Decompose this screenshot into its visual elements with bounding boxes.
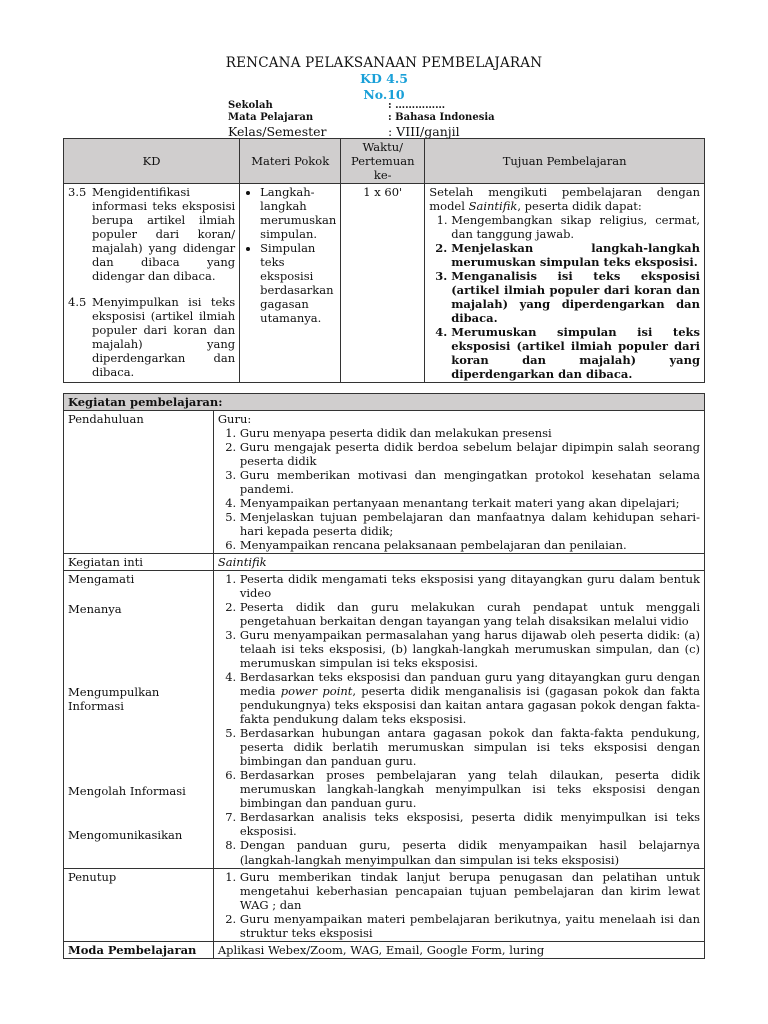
kegiatan-title-row: [64, 394, 705, 411]
kegiatan-table: [63, 393, 705, 959]
inti-title-row: [64, 554, 705, 571]
header-waktu: Waktu/ Pertemuan ke-: [341, 139, 425, 184]
kd-item: 4.5 Menyimpulkan isi teks eksposisi (artikel ilmiah populer dari koran dan majalah) yang diperdengarkan dan dibaca.: [68, 295, 236, 380]
inti-step: 4. Berdasarkan teks eksposisi dan panduan guru yang ditayangkan guru dengan media power point, peserta didik menganalisis isi (gagasan pokok dan fakta pendukungnya) teks eksposisi dan kaitan antara gagasan pokok dengan fakta-fakta pendukung dalam teks eksposisi.: [240, 670, 700, 726]
rpp-table: [63, 138, 705, 383]
inti-step: 1. Peserta didik mengamati teks eksposisi yang ditayangkan guru dalam bentuk video: [240, 572, 700, 600]
tujuan-cell: [425, 184, 705, 383]
stage-label: Mengamati: [68, 572, 135, 587]
penutup-item: 2. Guru menyampaikan materi pembelajaran berikutnya, yaitu menelaah isi dan struktur teks eksposisi: [240, 912, 700, 940]
header-materi: Materi Pokok: [240, 139, 341, 184]
pendahuluan-item: 4. Menyampaikan pertanyaan menantang terkait materi yang akan dipelajari;: [240, 496, 700, 510]
tujuan-item: 2. Menjelaskan langkah-langkah merumuskan simpulan teks eksposisi.: [451, 241, 700, 269]
inti-step: 7. Berdasarkan analisis teks eksposisi, peserta didik menyimpulkan isi teks eksposisi.: [240, 810, 700, 838]
inti-step: 8. Dengan panduan guru, peserta didik menyampaikan hasil belajarnya (langkah-langkah menyimpulkan dan simpulan isi teks eksposisi): [240, 838, 700, 866]
inti-stage-labels: [64, 571, 214, 868]
inti-step: 5. Berdasarkan hubungan antara gagasan pokok dan fakta-fakta pendukung, peserta didik berlatih merumuskan simpulan isi teks eksposisi dengan bimbingan dan panduan guru.: [240, 726, 700, 768]
pendahuluan-item: 6. Menyampaikan rencana pelaksanaan pembelajaran dan penilaian.: [240, 538, 700, 552]
stage-label: Menanya: [68, 602, 122, 617]
materi-cell: [240, 184, 341, 383]
table-header-row: [64, 139, 705, 184]
pendahuluan-item: 2. Guru mengajak peserta didik berdoa sebelum belajar dipimpin salah seorang peserta didik: [240, 440, 700, 468]
tujuan-item: 1. Mengembangkan sikap religius, cermat, dan tanggung jawab.: [451, 213, 700, 241]
pendahuluan-row: [64, 411, 705, 554]
waktu-cell: 1 x 60': [341, 184, 425, 383]
moda-row: [64, 941, 705, 958]
penutup-item: 1. Guru memberikan tindak lanjut berupa penugasan dan pelatihan untuk mengetahui keberhasian pencapaian tujuan pembelajaran dan kirim lewat WAG ; dan: [240, 870, 700, 912]
materi-item: • Langkah-langkah merumuskan simpulan.: [260, 185, 336, 241]
kd-item: 3.5 Mengidentifikasi informasi teks eksposisi berupa artikel ilmiah populer dari koran/ majalah) yang didengar dan dibaca yang didengar dan dibaca.: [68, 185, 236, 284]
penutup-cell: [213, 868, 704, 941]
document-header: [0, 55, 768, 102]
kd-label: KD 4.5: [360, 71, 408, 87]
tujuan-item: 3. Menganalisis isi teks eksposisi (artikel ilmiah populer dari koran dan majalah) yang diperdengarkan dan dibaca.: [451, 269, 700, 325]
moda-value: Aplikasi Webex/Zoom, WAG, Email, Google Form, luring: [213, 941, 704, 958]
inti-model: Saintifik: [213, 554, 704, 571]
penutup-label: Penutup: [64, 868, 214, 941]
stage-label: Mengolah Informasi: [68, 784, 186, 799]
materi-item: • Simpulan teks eksposisi berdasarkan gagasan utamanya.: [260, 241, 336, 325]
header-kd: KD: [64, 139, 240, 184]
inti-step: 2. Peserta didik dan guru melakukan curah pendapat untuk menggali pengetahuan berkaitan dengan tayangan yang telah disaksikan melalui vidio: [240, 600, 700, 628]
inti-label: Kegiatan inti: [64, 554, 214, 571]
kd-row: [64, 184, 705, 383]
moda-label: Moda Pembelajaran: [64, 941, 214, 958]
tujuan-item: 4. Merumuskan simpulan isi teks eksposisi (artikel ilmiah populer dari koran dan majalah) yang diperdengarkan dan dibaca.: [451, 325, 700, 381]
stage-label: Mengumpulkan Informasi: [68, 685, 160, 714]
inti-step: 3. Guru menyampaikan permasalahan yang harus dijawab oleh peserta didik: (a) telaah isi teks eksposisi, (b) langkah-langkah merumuskan simpulan, dan (c) merumuskan simpulan isi teks eksposisi.: [240, 628, 700, 670]
penutup-row: [64, 868, 705, 941]
document-title: RENCANA PELAKSANAAN PEMBELAJARAN: [225, 55, 543, 71]
kd-cell: [64, 184, 240, 383]
inti-steps-row: [64, 571, 705, 868]
tujuan-intro: Setelah mengikuti pembelajaran dengan model Saintifik, peserta didik dapat:: [429, 185, 700, 214]
rpp-page: RENCANA PELAKSANAAN PEMBELAJARAN KD 4.5 No.10 Sekolah : …………… Mata Pelajaran : Bahasa Indonesia Kelas/Semester : VIII/ganjil KD Materi Pokok Waktu/ Pertemuan ke- Tujuan Pembelajaran 3.5 Mengidentifikasi informasi teks eksposisi berupa artikel ilmiah populer dari koran/ majalah) yang didengar dan dibaca yang didengar dan dibaca. 4.5 Menyimpulkan isi teks eksposisi (artikel ilmiah populer dari koran dan majalah) yang diperdengarkan dan dibaca. • Langkah-langkah merumuskan simpulan. • Simpulan teks eksposisi berdasarkan gagasan utamanya. 1 x 60' Setelah mengikuti pembelajaran dengan model Saintifik, peserta didik dapat: 1. Mengembangkan sikap religius, cermat, dan tanggung jawab. 2. Menjelaskan langkah-langkah merumuskan simpulan teks eksposisi. 3. Menganalisis isi teks eksposisi (artikel ilmiah populer dari koran dan majalah) yang diperdengarkan dan dibaca. 4. Merumuskan simpulan isi teks eksposisi (artikel ilmiah populer dari koran dan majalah) yang diperdengarkan dan dibaca. Kegiatan pembelajaran: Pendahuluan Guru: 1. Guru menyapa peserta didik dan melakukan presensi 2. Guru mengajak peserta didik berdoa sebelum belajar dipimpin salah seorang peserta didik 3. Guru memberikan motivasi dan mengingatkan protokol kesehatan selama pandemi. 4. Menyampaikan pertanyaan menantang terkait materi yang akan dipelajari; 5. Menjelaskan tujuan pembelajaran dan manfaatnya dalam kehidupan sehari-hari kepada peserta didik; 6. Menyampaikan rencana pelaksanaan pembelajaran dan penilaian. Kegiatan inti Saintifik Mengamati Menanya Mengumpulkan Informasi Mengolah Informasi Mengomunikasikan 1. Peserta didik mengamati teks eksposisi yang ditayangkan guru dalam bentuk video 2. Peserta didik dan guru melakukan curah pendapat untuk menggali pengetahuan berkaitan dengan tayangan yang telah disaksikan melalui vidio 3. Guru menyampaikan permasalahan yang harus dijawab oleh peserta didik: (a) telaah isi teks eksposisi, (b) langkah-langkah merumuskan simpulan, dan (c) merumuskan simpulan isi teks eksposisi. 4. Berdasarkan teks eksposisi dan panduan guru yang ditayangkan guru dengan media power point, peserta didik menganalisis isi (gagasan pokok dan fakta pendukungnya) teks eksposisi dan kaitan antara gagasan pokok dengan fakta-fakta pendukung dalam teks eksposisi. 5. Berdasarkan hubungan antara gagasan pokok dan fakta-fakta pendukung, peserta didik berlatih merumuskan simpulan isi teks eksposisi dengan bimbingan dan panduan guru. 6. Berdasarkan proses pembelajaran yang telah dilaukan, peserta didik merumuskan langkah-langkah menyimpulkan isi teks eksposisi dengan bimbingan dan panduan guru. 7. Berdasarkan analisis teks eksposisi, peserta didik menyimpulkan isi teks eksposisi. 8. Dengan panduan guru, peserta didik menyampaikan hasil belajarnya (langkah-langkah menyimpulkan dan simpulan isi teks eksposisi) Penutup 1. Guru memberikan tindak lanjut berupa penugasan dan pelatihan untuk mengetahui keberhasian pencapaian tujuan pembelajaran dan kirim lewat WAG ; dan 2. Guru menyampaikan materi pembelajaran berikutnya, yaitu menelaah isi dan struktur teks eksposisi Moda Pembelajaran Aplikasi Webex/Zoom, WAG, Email, Google Form, luring: [0, 0, 768, 1024]
header-tujuan: Tujuan Pembelajaran: [425, 139, 705, 184]
pendahuluan-item: 5. Menjelaskan tujuan pembelajaran dan manfaatnya dalam kehidupan sehari-hari kepada peserta didik;: [240, 510, 700, 538]
pendahuluan-item: 1. Guru menyapa peserta didik dan melakukan presensi: [240, 426, 700, 440]
pendahuluan-cell: Guru: 1. Guru menyapa peserta didik dan melakukan presensi 2. Guru mengajak peserta didik berdoa sebelum belajar dipimpin salah seorang peserta didik 3. Guru memberikan motivasi dan mengingatkan protokol kesehatan selama pandemi. 4. Menyampaikan pertanyaan menantang terkait materi yang akan dipelajari; 5. Menjelaskan tujuan pembelajaran dan manfaatnya dalam kehidupan sehari-hari kepada peserta didik; 6. Menyampaikan rencana pelaksanaan pembelajaran dan penilaian.: [213, 411, 704, 554]
document-number: No.10: [363, 86, 405, 102]
kegiatan-title: Kegiatan pembelajaran:: [64, 394, 705, 411]
stage-label: Mengomunikasikan: [68, 828, 183, 843]
inti-steps-cell: [213, 571, 704, 868]
pendahuluan-label: Pendahuluan: [64, 411, 214, 554]
pendahuluan-item: 3. Guru memberikan motivasi dan mengingatkan protokol kesehatan selama pandemi.: [240, 468, 700, 496]
inti-step: 6. Berdasarkan proses pembelajaran yang telah dilaukan, peserta didik merumuskan langkah-langkah menyimpulkan isi teks eksposisi dengan bimbingan dan panduan guru.: [240, 768, 700, 810]
